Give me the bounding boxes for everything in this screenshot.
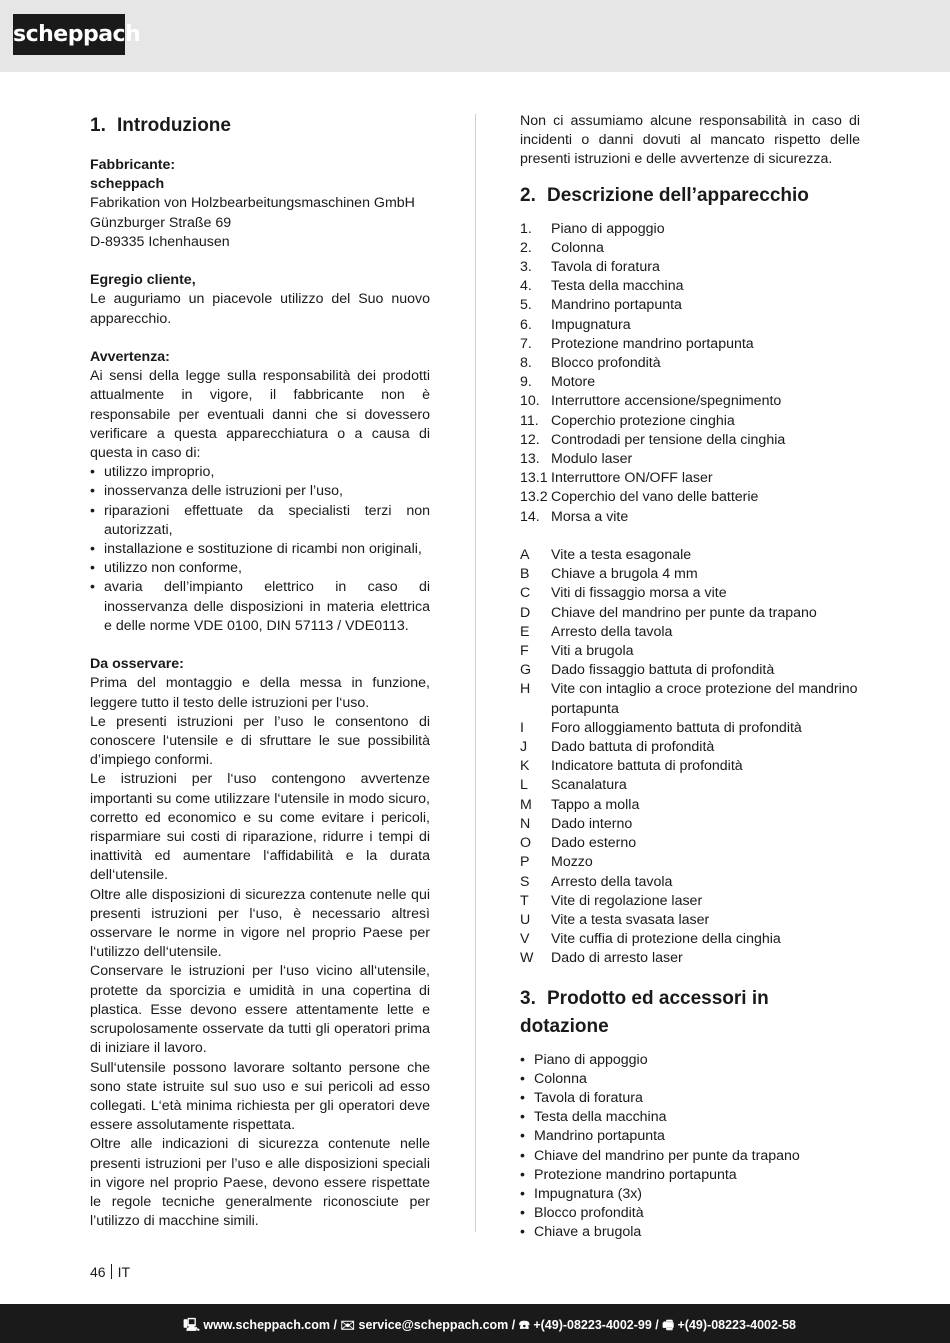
part-label: Interruttore accensione/spegnimento: [551, 393, 782, 410]
observe-paragraph: Le presenti istruzioni per l’uso le consentono di conoscere l‘utensile e di sfruttare le sue possibilità d’impiego conformi.: [90, 713, 430, 769]
part-key: 2.: [520, 239, 532, 256]
part-row: [520, 834, 860, 853]
part-key: 5.: [520, 297, 532, 314]
part-row: [520, 373, 860, 392]
list-item: • utilizzo improprio,: [90, 463, 430, 482]
warning-text: Ai sensi della legge sulla responsabilità dei prodotti attualmente in vigore, il fabbricante non è responsabile per eventuali danni che si dovessero verificare a questa apparecchiatura o a causa di questa in caso di:: [90, 368, 430, 462]
part-key: C: [520, 585, 531, 602]
part-row: [520, 796, 860, 815]
list-item: • Protezione mandrino portapunta: [520, 1166, 860, 1185]
part-label: Coperchio protezione cinghia: [551, 412, 735, 429]
part-row: [520, 508, 860, 527]
part-label: Viti a brugola: [551, 643, 634, 660]
page-number: [90, 1264, 130, 1280]
part-key: 7.: [520, 335, 532, 352]
part-row: [520, 604, 860, 623]
section-1-heading: 1. Introduzione: [90, 115, 231, 136]
part-key: M: [520, 796, 532, 813]
part-row: [520, 930, 860, 949]
part-row: [520, 277, 860, 296]
part-row: [520, 776, 860, 795]
part-row: [520, 623, 860, 642]
page-separator: [111, 1264, 112, 1279]
part-key: L: [520, 777, 528, 794]
list-item: • utilizzo non conforme,: [90, 559, 430, 578]
parts-lettered-list: [520, 546, 860, 968]
part-label: Foro alloggiamento battuta di profondità: [551, 719, 802, 736]
part-label: Impugnatura: [551, 316, 631, 333]
part-row: [520, 565, 860, 584]
list-item: • Mandrino portapunta: [520, 1127, 860, 1146]
liability-text: Non ci assumiamo alcune responsabilità in caso di incidenti o danni dovuti al mancato rispetto delle presenti istruzioni e delle avvertenze di sicurezza.: [520, 113, 860, 168]
observe-label: Da osservare:: [90, 656, 184, 673]
list-item: • Piano di appoggio: [520, 1051, 860, 1070]
part-label: Tavola di foratura: [551, 259, 660, 276]
part-key: 4.: [520, 278, 532, 295]
list-item: • inosservanza delle istruzioni per l’uso,: [90, 482, 430, 501]
observe-paragraph: Conservare le istruzioni per l‘uso vicino all‘utensile, protette da sporcizia e umidità in una copertina di plastica. Esse devono essere attentamente lette e scrupolosamente osservate da tutti gli operatori prima di iniziare il lavoro.: [90, 963, 430, 1057]
part-key: O: [520, 835, 532, 852]
parts-numbered-list: [520, 220, 860, 527]
part-label: Indicatore battuta di profondità: [551, 758, 743, 775]
manufacturer-label: Fabbricante:: [90, 157, 176, 173]
manufacturer-name: scheppach: [90, 176, 165, 193]
part-row: [520, 680, 860, 718]
part-row: [520, 335, 860, 354]
part-key: F: [520, 643, 529, 660]
part-key: K: [520, 758, 530, 775]
part-label: Modulo laser: [551, 451, 633, 468]
section-2-heading: 2. Descrizione dell’apparecchio: [520, 184, 809, 206]
greeting-text: Le auguriamo un piacevole utilizzo del Suo nuovo apparecchio.: [90, 291, 430, 327]
scheppach-logo: scheppach: [13, 14, 125, 55]
supplied-items-list: [520, 1051, 860, 1243]
list-item: • Testa della macchina: [520, 1108, 860, 1127]
part-key: P: [520, 854, 530, 871]
part-key: 14.: [520, 508, 540, 525]
part-key: 8.: [520, 355, 532, 372]
part-key: 9.: [520, 374, 532, 391]
part-row: [520, 488, 860, 507]
part-label: Blocco profondità: [551, 355, 661, 372]
part-row: [520, 296, 860, 315]
part-label: Scanalatura: [551, 777, 627, 794]
part-label: Vite a testa esagonale: [551, 547, 692, 564]
part-key: 3.: [520, 259, 532, 276]
greeting-label: Egregio cliente,: [90, 272, 196, 289]
part-row: [520, 354, 860, 373]
section-3-heading: 3. Prodotto ed accessori in dotazione: [520, 987, 769, 1037]
list-item: • Chiave a brugola: [520, 1223, 860, 1242]
list-item: • Impugnatura (3x): [520, 1185, 860, 1204]
part-row: [520, 911, 860, 930]
part-key: B: [520, 566, 530, 583]
contact-line: 🖳 www.scheppach.com / ✉ service@scheppach.com / ☎ +(49)-08223-4002-99 / 🖷 +(49)-08223-4002-58: [183, 1318, 796, 1332]
part-row: [520, 546, 860, 565]
part-key: 12.: [520, 431, 540, 448]
part-label: Colonna: [551, 239, 604, 256]
part-row: [520, 738, 860, 757]
part-key: H: [520, 681, 531, 698]
part-row: [520, 719, 860, 738]
page-number-value: 46: [90, 1264, 106, 1280]
part-label: Vite di regolazione laser: [551, 892, 703, 909]
part-label: Dado interno: [551, 815, 633, 832]
part-label: Controdadi per tensione della cinghia: [551, 431, 786, 448]
address-line: Fabrikation von Holzbearbeitungsmaschinen GmbH: [90, 195, 415, 212]
part-row: [520, 661, 860, 680]
part-key: D: [520, 604, 531, 621]
part-label: Motore: [551, 374, 596, 391]
part-row: [520, 853, 860, 872]
part-label: Protezione mandrino portapunta: [551, 335, 754, 352]
part-row: [520, 949, 860, 968]
part-row: [520, 220, 860, 239]
part-label: Vite con intaglio a croce protezione del mandrino portapunta: [551, 681, 858, 717]
part-label: Viti di fissaggio morsa a vite: [551, 585, 727, 602]
part-row: [520, 892, 860, 911]
part-row: [520, 757, 860, 776]
observe-paragraph: Prima del montaggio e della messa in funzione, leggere tutto il testo delle istruzioni per l‘uso.: [90, 675, 430, 711]
list-item: • Chiave del mandrino per punte da trapano: [520, 1147, 860, 1166]
part-key: N: [520, 815, 531, 832]
part-label: Mandrino portapunta: [551, 297, 682, 314]
observe-paragraph: Le istruzioni per l‘uso contengono avvertenze importanti su come utilizzare l‘utensile in modo sicuro, corretto ed economico e su come evitare i pericoli, risparmiare sui costi di riparazione, ridurre i tempi di inattività ed aumentare l‘affidabilità e la durata dell‘utensile.: [90, 771, 430, 884]
part-key: W: [520, 950, 534, 967]
part-label: Piano di appoggio: [551, 220, 665, 237]
observe-paragraph: Oltre alle indicazioni di sicurezza contenute nelle presenti istruzioni per l’uso e alle disposizioni speciali in vigore nel proprio Paese, devono essere rispettate le regole tecniche generalmente riconosciute per l’utilizzo di macchine simili.: [90, 1136, 430, 1230]
right-column: [520, 112, 860, 1243]
part-key: A: [520, 547, 530, 564]
part-label: Dado esterno: [551, 835, 637, 852]
part-label: Vite cuffia di protezione della cinghia: [551, 931, 781, 948]
part-label: Chiave a brugola 4 mm: [551, 566, 698, 583]
part-row: [520, 584, 860, 603]
part-key: U: [520, 911, 531, 928]
part-row: [520, 450, 860, 469]
observe-paragraph: Oltre alle disposizioni di sicurezza contenute nelle qui presenti istruzioni per l‘uso, è necessario altresì osservare le norme in vigore nel proprio Paese per l‘utilizzo dell‘utensile.: [90, 886, 430, 961]
part-label: Dado fissaggio battuta di profondità: [551, 662, 775, 679]
header-bar: [0, 0, 950, 72]
part-label: Morsa a vite: [551, 508, 629, 525]
list-item: • Blocco profondità: [520, 1204, 860, 1223]
address-line: Günzburger Straße 69: [90, 214, 232, 231]
part-label: Testa della macchina: [551, 278, 684, 295]
part-label: Coperchio del vano delle batterie: [551, 489, 759, 506]
warning-list: [90, 463, 430, 636]
part-label: Dado di arresto laser: [551, 950, 683, 967]
part-key: 13.: [520, 451, 540, 468]
part-key: 1.: [520, 220, 532, 237]
address-line: D-89335 Ichenhausen: [90, 233, 230, 250]
part-key: E: [520, 623, 530, 640]
part-key: 6.: [520, 316, 532, 333]
list-item: • avaria dell’impianto elettrico in caso di inosservanza delle disposizioni in materia elettrica e delle norme VDE 0100, DIN 57113 / VDE0113.: [90, 578, 430, 636]
part-key: 13.1: [520, 470, 548, 487]
footer-bar: [0, 1304, 950, 1343]
part-label: Mozzo: [551, 854, 593, 871]
part-row: [520, 815, 860, 834]
part-row: [520, 258, 860, 277]
part-row: [520, 316, 860, 335]
part-row: [520, 873, 860, 892]
observe-paragraph: Sull‘utensile possono lavorare soltanto persone che sono state istruite sul suo uso e sui pericoli ad esso collegati. L‘età minima richiesta per gli operatori deve essere assolutamente rispettata.: [90, 1059, 430, 1134]
list-item: • Colonna: [520, 1070, 860, 1089]
part-row: [520, 642, 860, 661]
part-key: 11.: [520, 412, 539, 429]
left-column: [90, 112, 430, 1231]
list-item: • installazione e sostituzione di ricambi non originali,: [90, 540, 430, 559]
part-label: Interruttore ON/OFF laser: [551, 470, 713, 487]
part-row: [520, 239, 860, 258]
warning-label: Avvertenza:: [90, 349, 170, 365]
list-item: • Tavola di foratura: [520, 1089, 860, 1108]
part-label: Chiave del mandrino per punte da trapano: [551, 604, 817, 621]
part-key: T: [520, 892, 529, 909]
part-label: Arresto della tavola: [551, 873, 673, 890]
part-key: J: [520, 739, 528, 756]
column-divider: [475, 114, 476, 1232]
part-label: Tappo a molla: [551, 796, 640, 813]
part-key: 10.: [520, 393, 540, 410]
part-key: I: [520, 719, 524, 736]
part-key: G: [520, 662, 532, 679]
part-key: 13.2: [520, 489, 548, 506]
part-row: [520, 392, 860, 411]
part-row: [520, 412, 860, 431]
part-row: [520, 431, 860, 450]
language-code: IT: [117, 1264, 131, 1280]
part-label: Dado battuta di profondità: [551, 739, 715, 756]
part-label: Arresto della tavola: [551, 623, 673, 640]
part-key: V: [520, 931, 530, 948]
list-item: • riparazioni effettuate da specialisti terzi non autorizzati,: [90, 502, 430, 540]
part-row: [520, 469, 860, 488]
part-label: Vite a testa svasata laser: [551, 911, 710, 928]
part-key: S: [520, 873, 530, 890]
